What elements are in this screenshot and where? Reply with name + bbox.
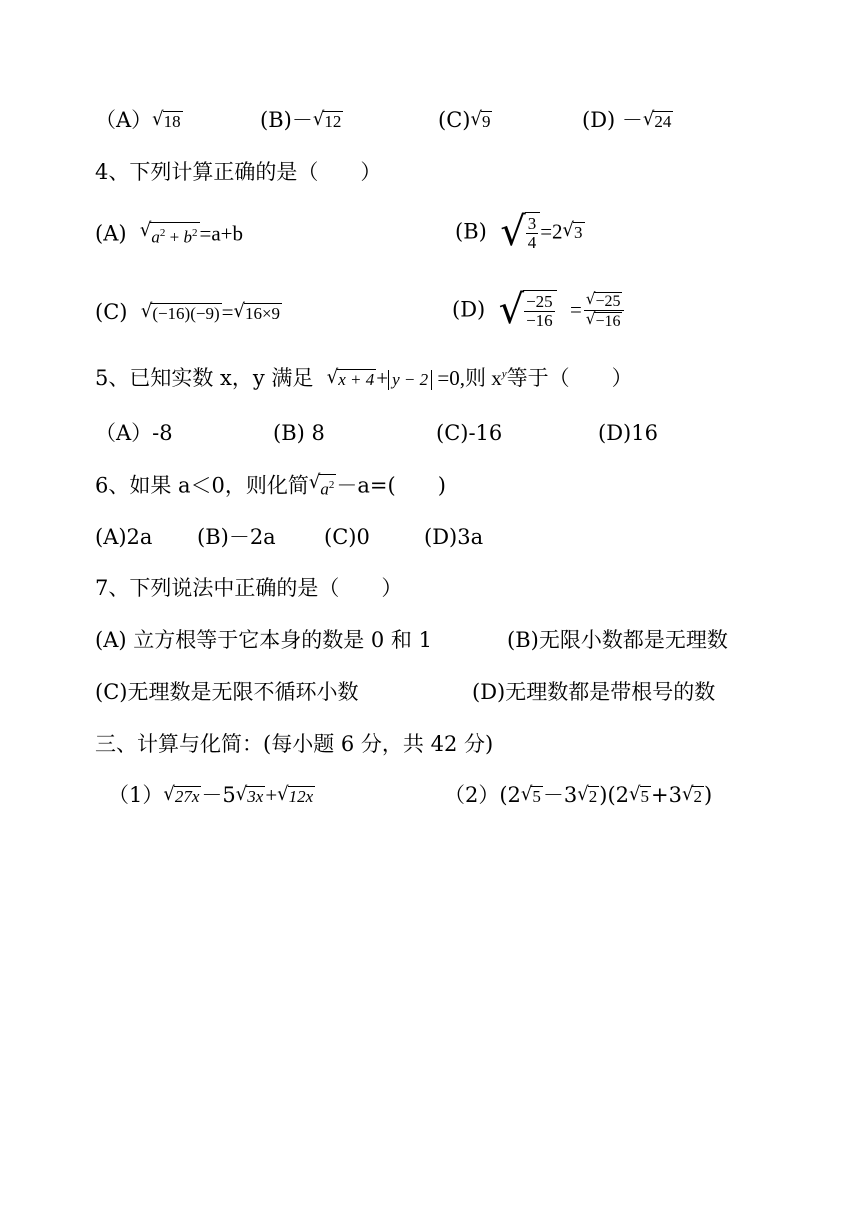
- q5-option-a: （A）-8: [95, 421, 173, 445]
- q3-option-c: (C) √ 9: [438, 108, 491, 132]
- q6-option-c: (C)0: [324, 525, 370, 549]
- q3-option-a: （A） √ 18: [95, 108, 181, 132]
- q4-option-a: (A) √ $a^2 + b^2$ =a+b: [95, 219, 244, 247]
- q7-option-d: (D)无理数都是带根号的数: [472, 680, 716, 704]
- q7-option-a: (A) 立方根等于它本身的数是 0 和 1: [95, 628, 432, 652]
- q4-option-d: (D) √ $\frac{-25}{-16}$ = √ −25 √ −16: [452, 290, 624, 330]
- q4-option-b: (B) √ $\frac{3}{4}$ =2 √ 3: [455, 209, 583, 255]
- q6-option-b: (B)－2a: [197, 525, 276, 549]
- question-5-stem: 5、已知实数 x，y 满足 √ x + 4 + y − 2 =0,则 $x^y$等于（ ）: [95, 366, 633, 390]
- question-6-stem: 6、如果 a＜0，则化简 √ $a^2$ －a=( ): [95, 471, 446, 499]
- radical: √ 16×9: [233, 300, 281, 323]
- q3-option-d: (D) － √ 24: [582, 108, 672, 132]
- radical: √ 24: [642, 108, 672, 131]
- q7-option-c: (C)无理数是无限不循环小数: [95, 680, 359, 704]
- radical: √ 2: [681, 783, 702, 806]
- problem-2: （2）(2 √ 5 －3 √ 2 )(2 √ 5 +3 √ 2 ): [444, 783, 713, 807]
- question-4-stem: 4、下列计算正确的是（ ）: [95, 160, 382, 184]
- q5-option-d: (D)16: [598, 421, 658, 445]
- radical: √ $a^2 + b^2$: [139, 219, 198, 247]
- radical: √ 27x: [163, 783, 200, 806]
- q5-option-b: (B) 8: [273, 421, 325, 445]
- q7-option-b: (B)无限小数都是无理数: [507, 628, 728, 652]
- radical: √ 5: [629, 783, 649, 806]
- radical: √ $\frac{3}{4}$: [500, 212, 540, 252]
- radical: √ 5: [520, 783, 541, 806]
- radical: √ 2: [577, 783, 598, 806]
- radical: √ 9: [470, 108, 491, 131]
- problem-1: （1） √ 27x －5 √ 3x + √ 12x: [108, 783, 314, 807]
- radical: √ (−16)(−9): [140, 300, 220, 323]
- q3-option-b: (B)－ √ 12: [260, 108, 342, 132]
- radical: √ 3x: [235, 783, 264, 806]
- radical: √ 18: [152, 108, 181, 131]
- q4-option-c: (C) √ (−16)(−9) = √ 16×9: [95, 300, 281, 324]
- radical: √ 12: [312, 108, 342, 131]
- radical: √ −16: [585, 309, 621, 330]
- radical: √ 12x: [277, 783, 314, 806]
- radical: √ x + 4: [326, 366, 375, 389]
- question-7-stem: 7、下列说法中正确的是（ ）: [95, 576, 403, 600]
- section-3-title: 三、计算与化简：(每小题 6 分，共 42 分): [95, 732, 494, 756]
- q6-option-d: (D)3a: [424, 525, 484, 549]
- absolute-value: y − 2: [388, 370, 432, 390]
- radical: √ −25: [585, 288, 621, 310]
- radical: √ $\frac{-25}{-16}$: [499, 290, 557, 330]
- q6-option-a: (A)2a: [95, 525, 153, 549]
- radical: √ $a^2$: [308, 471, 335, 499]
- radical: √ 3: [562, 218, 583, 242]
- q5-option-c: (C)-16: [436, 421, 503, 445]
